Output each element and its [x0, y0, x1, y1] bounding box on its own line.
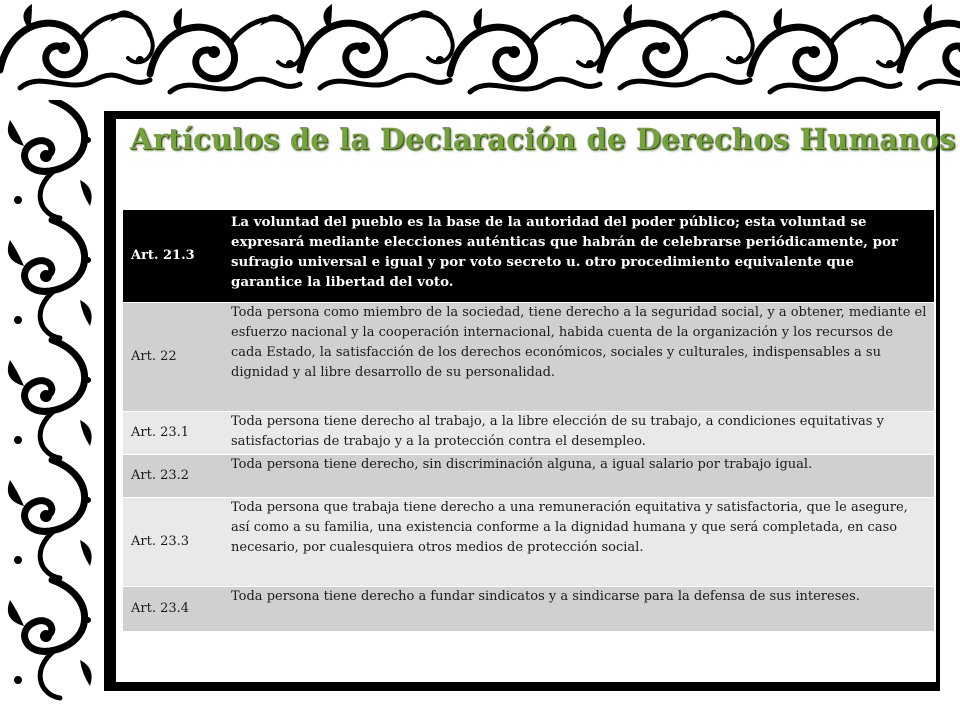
ornamental-border-top [0, 0, 960, 100]
article-text: Toda persona tiene derecho a fundar sindicatos y a sindicarse para la defensa de sus intereses. [228, 587, 934, 632]
article-number: Art. 23.3 [123, 498, 228, 587]
table-row [123, 498, 934, 587]
article-number: Art. 23.4 [123, 587, 228, 632]
swirl-ornament-icon [0, 0, 960, 100]
slide-title: Artículos de la Declaración de Derechos Humanos [130, 122, 956, 156]
article-number: Art. 21.3 [123, 210, 228, 303]
table-header-row [123, 210, 934, 303]
table-row [123, 587, 934, 632]
article-text: Toda persona que trabaja tiene derecho a una remuneración equitativa y satisfactoria, que le asegure, así como a su familia, una existencia conforme a la dignidad humana y que será completada, en caso necesario, por cualesquiera otros medios de protección social. [228, 498, 934, 587]
ornamental-border-left [0, 100, 105, 720]
article-text: Toda persona como miembro de la sociedad, tiene derecho a la seguridad social, y a obtener, mediante el esfuerzo nacional y la cooperación internacional, habida cuenta de la organización y los recursos de cada Estado, la satisfacción de los derechos económicos, sociales y culturales, indispensables a su dignidad y al libre desarrollo de su personalidad. [228, 303, 934, 412]
vine-ornament-icon [0, 100, 105, 720]
article-text-content: La voluntad del pueblo es la base de la autoridad del poder público; esta voluntad se expresará mediante elecciones auténticas que habrán de celebrarse periódicamente, por sufragio universal e igual y por voto secreto u. otro procedimiento equivalente que garantice la libertad del voto. [231, 214, 898, 290]
article-number: Art. 23.1 [123, 412, 228, 455]
table-row [123, 412, 934, 455]
articles-table [123, 210, 934, 631]
table-row [123, 455, 934, 498]
article-text: Toda persona tiene derecho al trabajo, a la libre elección de su trabajo, a condiciones equitativas y satisfactorias de trabajo y a la protección contra el desempleo. [228, 412, 934, 455]
article-text: Toda persona tiene derecho, sin discriminación alguna, a igual salario por trabajo igual. [228, 455, 934, 498]
table-row [123, 303, 934, 412]
article-number: Art. 22 [123, 303, 228, 412]
article-number: Art. 23.2 [123, 455, 228, 498]
article-text [228, 210, 934, 303]
